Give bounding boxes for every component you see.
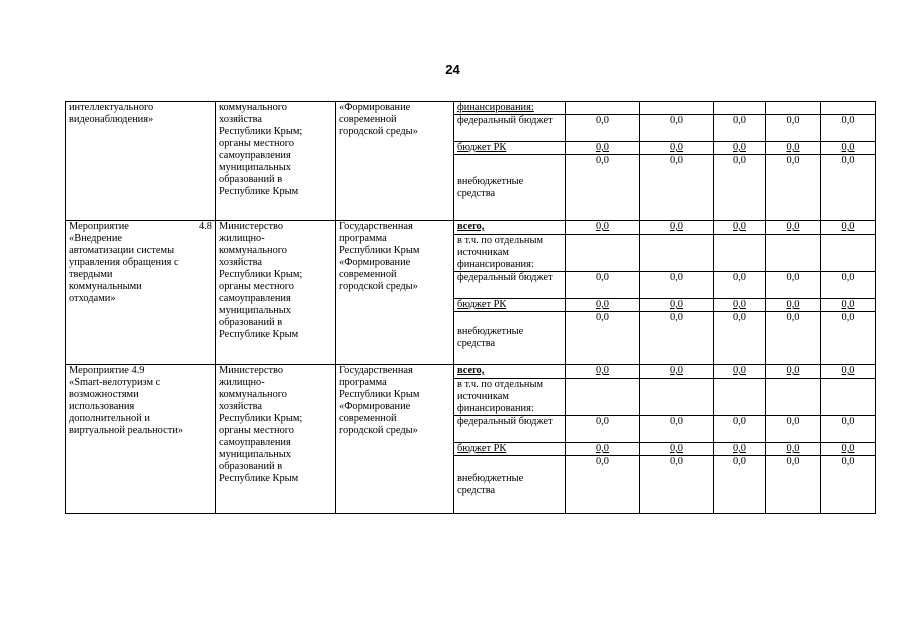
s3-total-label: всего, xyxy=(454,365,566,379)
s1-event-name xyxy=(66,102,216,221)
s3-rk-value: 0,0 xyxy=(566,443,640,456)
s2-executor-line: муниципальных xyxy=(219,305,291,316)
s2-program-line: городской среды» xyxy=(339,281,418,292)
s2-executor-line: коммунального xyxy=(219,245,288,256)
s2-program-line: «Формирование xyxy=(339,257,411,268)
s1-executor-line: самоуправления xyxy=(219,150,291,161)
s2-total-value: 0,0 xyxy=(714,221,766,235)
s1-executor-line: хозяйства xyxy=(219,114,262,125)
s2-event-title-right: 4.8 xyxy=(199,221,212,232)
s1-executor-line: Республике Крым xyxy=(219,186,299,197)
s3-event-line: использования xyxy=(69,401,135,412)
s3-program-line: современной xyxy=(339,413,397,424)
s2-extra-label: внебюджетные средства xyxy=(454,312,566,365)
s2-total-value: 0,0 xyxy=(821,221,876,235)
s1-federal-value: 0,0 xyxy=(714,115,766,142)
s3-total-value: 0,0 xyxy=(714,365,766,379)
s3-event-line: виртуальной реальности» xyxy=(69,425,184,436)
s3-extra-value: 0,0 xyxy=(766,456,821,514)
s3-incl-label: в т.ч. по отдельным источникам финансирования: xyxy=(454,379,566,416)
s3-executor-line: самоуправления xyxy=(219,437,291,448)
s1-extra-value: 0,0 xyxy=(640,155,714,221)
s2-event-line: твердыми xyxy=(69,269,113,280)
s1-federal-value: 0,0 xyxy=(821,115,876,142)
s2-event-title xyxy=(69,221,212,233)
s3-program-line: «Формирование xyxy=(339,401,411,412)
s3-rk-value: 0,0 xyxy=(821,443,876,456)
s1-program xyxy=(336,102,454,221)
s1-extra-label: внебюджетные средства xyxy=(454,155,566,221)
s3-executor-line: образований в xyxy=(219,461,283,472)
s2-extra-value: 0,0 xyxy=(566,312,640,365)
s3-program-line: программа xyxy=(339,377,387,388)
s1-executor-line: Республики Крым; xyxy=(219,126,303,137)
s3-total-value: 0,0 xyxy=(821,365,876,379)
s2-rk-value: 0,0 xyxy=(714,299,766,312)
s1-extra-value: 0,0 xyxy=(714,155,766,221)
s1-federal-value: 0,0 xyxy=(766,115,821,142)
s2-executor-line: образований в xyxy=(219,317,283,328)
s1-rk-value: 0,0 xyxy=(714,142,766,155)
s1-extra-value: 0,0 xyxy=(566,155,640,221)
s3-extra-value: 0,0 xyxy=(640,456,714,514)
s2-event-line: «Внедрение xyxy=(69,233,122,244)
s3-federal-value: 0,0 xyxy=(714,416,766,443)
s1-executor-line: коммунального xyxy=(219,102,288,113)
s3-total-value: 0,0 xyxy=(640,365,714,379)
s3-executor-line: хозяйства xyxy=(219,401,262,412)
s3-executor-line: Республики Крым; xyxy=(219,413,303,424)
s2-total-value: 0,0 xyxy=(566,221,640,235)
s1-executor-line: муниципальных xyxy=(219,162,291,173)
s2-program xyxy=(336,221,454,365)
s2-executor-line: жилищно- xyxy=(219,233,265,244)
s2-extra-value: 0,0 xyxy=(714,312,766,365)
s1-federal-value: 0,0 xyxy=(566,115,640,142)
s2-event-line: отходами» xyxy=(69,293,116,304)
s1-executor-line: образований в xyxy=(219,174,283,185)
s1-rk-value: 0,0 xyxy=(640,142,714,155)
s1-executor-line: органы местного xyxy=(219,138,294,149)
page-number: 24 xyxy=(445,62,460,77)
s2-extra-value: 0,0 xyxy=(640,312,714,365)
s3-executor-line: Республике Крым xyxy=(219,473,299,484)
s1-rk-label: бюджет РК xyxy=(454,142,566,155)
s2-event-title-left: Мероприятие xyxy=(69,221,129,232)
s2-total-value: 0,0 xyxy=(640,221,714,235)
s3-program-line: Государственная xyxy=(339,365,413,376)
s3-program-line: городской среды» xyxy=(339,425,418,436)
s1-program-line: городской среды» xyxy=(339,126,418,137)
s3-federal-value: 0,0 xyxy=(766,416,821,443)
s3-executor-line: жилищно- xyxy=(219,377,265,388)
s2-executor-line: Министерство xyxy=(219,221,284,232)
s1-program-line: современной xyxy=(339,114,397,125)
s3-executor-line: органы местного xyxy=(219,425,294,436)
s1-federal-label: федеральный бюджет xyxy=(454,115,566,142)
s2-program-line: Республики Крым xyxy=(339,245,420,256)
s1-extra-value: 0,0 xyxy=(766,155,821,221)
s2-program-line: современной xyxy=(339,269,397,280)
s3-total-value: 0,0 xyxy=(766,365,821,379)
s3-federal-label: федеральный бюджет xyxy=(454,416,566,443)
s1-fin-header: финансирования: xyxy=(454,102,566,115)
s2-event-name xyxy=(66,221,216,365)
s3-executor-line: коммунального xyxy=(219,389,288,400)
s3-extra-value: 0,0 xyxy=(821,456,876,514)
s3-federal-value: 0,0 xyxy=(640,416,714,443)
s2-executor-line: Республике Крым xyxy=(219,329,299,340)
program-table xyxy=(65,101,876,514)
s3-extra-value: 0,0 xyxy=(714,456,766,514)
s2-rk-label: бюджет РК xyxy=(454,299,566,312)
s1-event-line: интеллектуального xyxy=(69,102,154,113)
s3-extra-label: внебюджетные средства xyxy=(454,456,566,514)
s2-rk-value: 0,0 xyxy=(821,299,876,312)
s3-extra-value: 0,0 xyxy=(566,456,640,514)
s2-rk-value: 0,0 xyxy=(766,299,821,312)
s3-event-title: Мероприятие 4.9 xyxy=(69,365,145,376)
s2-program-line: Государственная xyxy=(339,221,413,232)
s3-rk-value: 0,0 xyxy=(640,443,714,456)
s3-event-line: «Smart-велотуризм с xyxy=(69,377,161,388)
s3-executor xyxy=(216,365,336,514)
s3-event-line: дополнительной и xyxy=(69,413,150,424)
s1-event-line: видеонаблюдения» xyxy=(69,114,154,125)
s2-executor-line: органы местного xyxy=(219,281,294,292)
s3-rk-label: бюджет РК xyxy=(454,443,566,456)
s2-federal-value: 0,0 xyxy=(640,272,714,299)
s2-executor-line: Республики Крым; xyxy=(219,269,303,280)
s1-program-line: «Формирование xyxy=(339,102,411,113)
s2-event-line-text: автоматизации системы xyxy=(69,245,175,256)
s2-executor-line: самоуправления xyxy=(219,293,291,304)
s2-rk-value: 0,0 xyxy=(566,299,640,312)
s2-federal-value: 0,0 xyxy=(821,272,876,299)
s3-total-value: 0,0 xyxy=(566,365,640,379)
s3-rk-value: 0,0 xyxy=(766,443,821,456)
s2-total-label: всего, xyxy=(454,221,566,235)
s1-rk-value: 0,0 xyxy=(766,142,821,155)
s2-rk-value: 0,0 xyxy=(640,299,714,312)
s2-extra-value: 0,0 xyxy=(766,312,821,365)
s2-incl-label: в т.ч. по отдельным источникам финансирования: xyxy=(454,235,566,272)
s2-federal-value: 0,0 xyxy=(766,272,821,299)
s2-total-value: 0,0 xyxy=(766,221,821,235)
s2-event-line xyxy=(69,245,212,257)
s3-executor-line: Министерство xyxy=(219,365,284,376)
s1-executor xyxy=(216,102,336,221)
s2-federal-label: федеральный бюджет xyxy=(454,272,566,299)
s2-extra-value: 0,0 xyxy=(821,312,876,365)
s2-federal-value: 0,0 xyxy=(566,272,640,299)
s2-program-line: программа xyxy=(339,233,387,244)
s3-event-line: возможностями xyxy=(69,389,139,400)
s2-executor-line: хозяйства xyxy=(219,257,262,268)
s3-federal-value: 0,0 xyxy=(821,416,876,443)
s2-event-line: коммунальными xyxy=(69,281,142,292)
s3-program-line: Республики Крым xyxy=(339,389,420,400)
s3-executor-line: муниципальных xyxy=(219,449,291,460)
s3-event-name xyxy=(66,365,216,514)
s1-rk-value: 0,0 xyxy=(566,142,640,155)
s2-event-line: управления обращения с xyxy=(69,257,179,268)
s3-rk-value: 0,0 xyxy=(714,443,766,456)
s1-extra-value: 0,0 xyxy=(821,155,876,221)
s3-program xyxy=(336,365,454,514)
s1-federal-value: 0,0 xyxy=(640,115,714,142)
s3-federal-value: 0,0 xyxy=(566,416,640,443)
s1-rk-value: 0,0 xyxy=(821,142,876,155)
s2-executor xyxy=(216,221,336,365)
s2-federal-value: 0,0 xyxy=(714,272,766,299)
